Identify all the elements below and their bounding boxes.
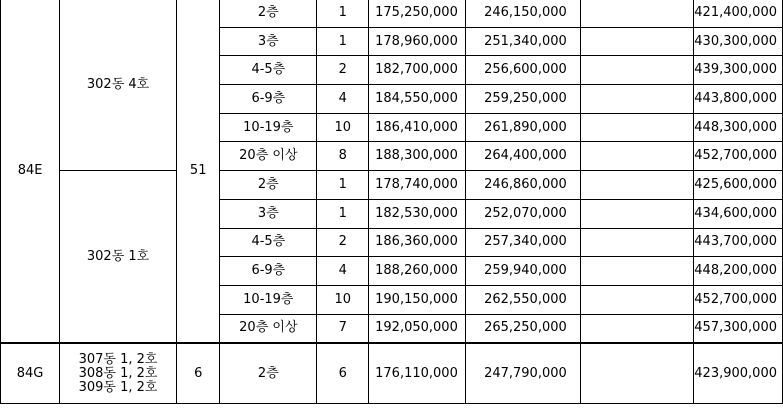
floor-cell: 2층 — [220, 171, 317, 200]
table-row — [1, 343, 783, 403]
land-price-cell: 188,260,000 — [369, 257, 466, 286]
total-price-cell: 452,700,000 — [694, 285, 783, 314]
type-cell: 84E — [1, 0, 60, 343]
count-cell: 8 — [317, 142, 369, 171]
count-cell: 7 — [317, 314, 369, 343]
building-price-cell: 256,600,000 — [465, 56, 580, 85]
vat-cell — [580, 171, 693, 200]
floor-cell: 6-9층 — [220, 85, 317, 114]
vat-cell — [580, 85, 693, 114]
floor-cell: 3층 — [220, 199, 317, 228]
land-price-cell: 188,300,000 — [369, 142, 466, 171]
total-price-cell: 421,400,000 — [694, 0, 783, 27]
count-cell: 1 — [317, 0, 369, 27]
building-price-cell: 247,790,000 — [465, 343, 580, 403]
count-cell: 2 — [317, 228, 369, 257]
unit-cell: 302동 1호 — [60, 171, 177, 344]
vat-cell — [580, 314, 693, 343]
count-cell: 1 — [317, 27, 369, 56]
land-price-cell: 182,530,000 — [369, 199, 466, 228]
unit-count-cell: 6 — [176, 343, 219, 403]
unit-line: 308동 1, 2호 — [78, 365, 158, 381]
vat-cell — [580, 228, 693, 257]
total-price-cell: 452,700,000 — [694, 142, 783, 171]
building-price-cell: 264,400,000 — [465, 142, 580, 171]
type-cell: 84G — [1, 343, 60, 403]
count-cell: 1 — [317, 171, 369, 200]
land-price-cell: 192,050,000 — [369, 314, 466, 343]
unit-cell — [60, 343, 177, 403]
vat-cell — [580, 56, 693, 85]
building-price-cell: 252,070,000 — [465, 199, 580, 228]
vat-cell — [580, 113, 693, 142]
vat-cell — [580, 285, 693, 314]
table-row — [1, 171, 783, 200]
land-price-cell: 190,150,000 — [369, 285, 466, 314]
vat-cell — [580, 257, 693, 286]
floor-cell: 2층 — [220, 0, 317, 27]
building-price-cell: 259,250,000 — [465, 85, 580, 114]
floor-cell: 10-19층 — [220, 113, 317, 142]
land-price-cell: 176,110,000 — [369, 343, 466, 403]
total-price-cell: 448,200,000 — [694, 257, 783, 286]
vat-cell — [580, 199, 693, 228]
floor-cell: 4-5층 — [220, 56, 317, 85]
total-price-cell: 434,600,000 — [694, 199, 783, 228]
floor-cell: 20층 이상 — [220, 142, 317, 171]
vat-cell — [580, 142, 693, 171]
count-cell: 1 — [317, 199, 369, 228]
total-price-cell: 443,700,000 — [694, 228, 783, 257]
floor-cell: 3층 — [220, 27, 317, 56]
building-price-cell: 262,550,000 — [465, 285, 580, 314]
land-price-cell: 184,550,000 — [369, 85, 466, 114]
land-price-cell: 178,740,000 — [369, 171, 466, 200]
vat-cell — [580, 343, 693, 403]
total-price-cell: 457,300,000 — [694, 314, 783, 343]
total-price-cell: 443,800,000 — [694, 85, 783, 114]
building-price-cell: 246,150,000 — [465, 0, 580, 27]
land-price-cell: 186,410,000 — [369, 113, 466, 142]
building-price-cell: 257,340,000 — [465, 228, 580, 257]
floor-cell: 6-9층 — [220, 257, 317, 286]
floor-cell: 2층 — [220, 343, 317, 403]
floor-cell: 10-19층 — [220, 285, 317, 314]
table-row — [1, 0, 783, 27]
count-cell: 4 — [317, 85, 369, 114]
building-price-cell: 251,340,000 — [465, 27, 580, 56]
unit-cell: 302동 4호 — [60, 0, 177, 171]
vat-cell — [580, 0, 693, 27]
floor-cell: 20층 이상 — [220, 314, 317, 343]
count-cell: 6 — [317, 343, 369, 403]
total-price-cell: 423,900,000 — [694, 343, 783, 403]
unit-count-cell: 51 — [176, 0, 219, 343]
total-price-cell: 430,300,000 — [694, 27, 783, 56]
building-price-cell: 259,940,000 — [465, 257, 580, 286]
count-cell: 10 — [317, 113, 369, 142]
land-price-cell: 178,960,000 — [369, 27, 466, 56]
building-price-cell: 261,890,000 — [465, 113, 580, 142]
vat-cell — [580, 27, 693, 56]
unit-line: 309동 1, 2호 — [78, 379, 158, 395]
building-price-cell: 246,860,000 — [465, 171, 580, 200]
unit-line: 307동 1, 2호 — [78, 351, 158, 367]
land-price-cell: 175,250,000 — [369, 0, 466, 27]
total-price-cell: 448,300,000 — [694, 113, 783, 142]
building-price-cell: 265,250,000 — [465, 314, 580, 343]
floor-cell: 4-5층 — [220, 228, 317, 257]
count-cell: 4 — [317, 257, 369, 286]
land-price-cell: 182,700,000 — [369, 56, 466, 85]
total-price-cell: 425,600,000 — [694, 171, 783, 200]
land-price-cell: 186,360,000 — [369, 228, 466, 257]
count-cell: 2 — [317, 56, 369, 85]
count-cell: 10 — [317, 285, 369, 314]
total-price-cell: 439,300,000 — [694, 56, 783, 85]
